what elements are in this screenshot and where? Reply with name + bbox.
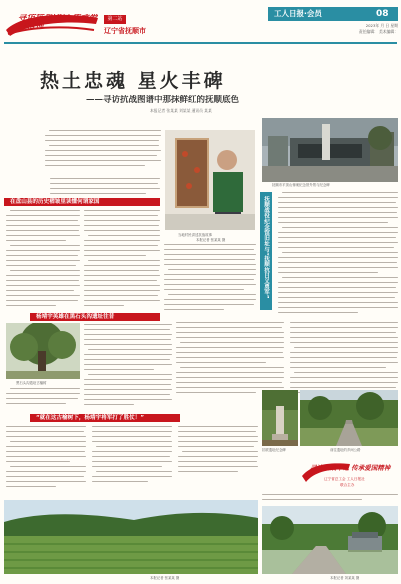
tree-photo xyxy=(6,323,80,379)
logo-script-text: 寻访抗战印记 传承爱国精神 xyxy=(18,14,98,30)
portrait-credit: 本报记者 张某某 摄 xyxy=(196,238,226,242)
section-head-2: 杨靖宇英雄在黑石头沟遗址往昔 xyxy=(30,313,160,321)
section-head-1: 在盘山县的历史褶皱里读懂何谓家国 xyxy=(4,198,160,206)
headline-title: 热土忠魂 星火丰碑 xyxy=(40,70,226,92)
editor-line: 责任编辑： 美术编辑： xyxy=(358,29,398,34)
vertical-banner-text: 抚顺战役纪念馆旧址与“抚顺抗日义勇军” xyxy=(263,196,269,299)
page-banner xyxy=(268,7,398,21)
article-column-right xyxy=(278,192,398,320)
date-line: 2023年 月 日 星期 xyxy=(365,23,398,28)
country-road-image xyxy=(262,506,398,574)
intro-text-block xyxy=(45,128,163,173)
old-elm-tree-image xyxy=(6,323,80,379)
portrait-caption: 当地村民讲述抗战故事 xyxy=(178,233,212,237)
article-column-7 xyxy=(262,494,398,504)
field-photo xyxy=(4,500,258,574)
stamp-line-2: 联合主办 xyxy=(340,483,355,487)
article-column-6 xyxy=(6,426,258,496)
column-badge: 第二站 xyxy=(104,15,126,24)
article-column-3 xyxy=(164,244,256,314)
page-number: 08 xyxy=(376,9,389,19)
museum-caption: 抚顺市平顶山惨案纪念馆外景与纪念碑 xyxy=(272,183,330,187)
masthead xyxy=(0,0,401,48)
bottom-right-credit: 本报记者 刘某某 摄 xyxy=(330,576,360,580)
villager-portrait-image xyxy=(165,130,255,230)
article-column-5 xyxy=(84,324,172,412)
road-photo xyxy=(300,390,398,446)
article-column-4 xyxy=(6,388,80,412)
masthead-rule xyxy=(4,42,397,44)
column-title: 辽宁省抚顺市 xyxy=(104,27,146,35)
tree-caption: 黑石头沟遗址古榆树 xyxy=(16,381,47,385)
section-head-3: “就在这古榆树下，杨靖宇将军打了胜仗！” xyxy=(30,414,180,422)
headline-subtitle: ——寻访抗战图谱中那抹鲜红的抚顺底色 xyxy=(86,95,240,105)
paper-name: 工人日报·会员 xyxy=(274,9,322,18)
campaign-stamp xyxy=(300,458,398,492)
cornfield-panorama-image xyxy=(4,500,258,574)
bottom-left-credit: 本报记者 张某某 摄 xyxy=(150,576,180,580)
museum-photo xyxy=(262,118,398,182)
masthead-logo xyxy=(4,4,100,40)
stamp-script: 寻访抗战印记 传承爱国精神 xyxy=(310,464,391,472)
article-column-1 xyxy=(6,210,80,310)
intro-text-block-2 xyxy=(10,178,160,200)
monument-caption: 抗联遗址纪念碑 xyxy=(262,448,286,452)
vertical-banner xyxy=(260,192,272,310)
stamp-line-1: 辽宁省总工会 工人日报社 xyxy=(324,477,365,481)
village-road-image xyxy=(300,390,398,446)
monument-photo xyxy=(262,390,298,446)
road-caption: 前往遗址的乡间公路 xyxy=(330,448,361,452)
village-road-photo xyxy=(262,506,398,574)
portrait-photo xyxy=(165,130,255,230)
headline-byline: 本报记者 张某某 刘某某 通讯员 某某 xyxy=(150,108,212,113)
memorial-stele-image xyxy=(262,390,298,446)
article-column-2 xyxy=(84,210,160,310)
museum-building-image xyxy=(262,118,398,182)
